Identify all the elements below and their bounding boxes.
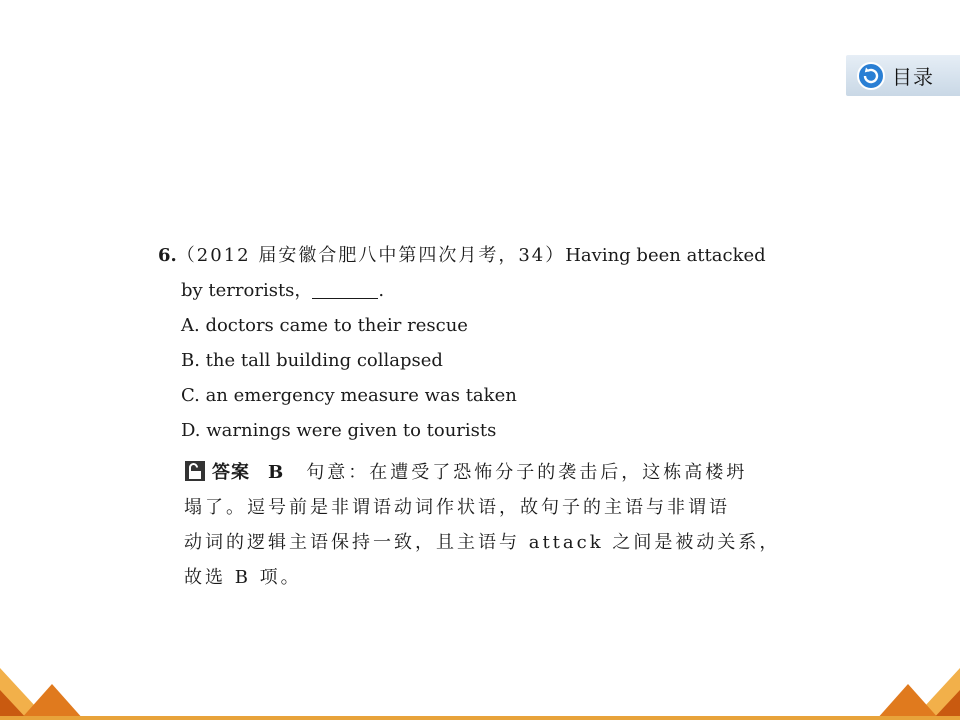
answer-blank bbox=[312, 278, 378, 299]
answer-block bbox=[184, 455, 804, 595]
corner-decoration-left bbox=[0, 660, 110, 720]
refresh-circle-icon bbox=[856, 61, 886, 91]
toc-label: 目录 bbox=[892, 65, 934, 89]
question-stem-line-2 bbox=[158, 273, 808, 308]
question-stem-line-1 bbox=[158, 238, 808, 273]
question-source: （2012 届安徽合肥八中第四次月考，34） bbox=[176, 245, 566, 266]
explanation-line-4: 故选 B 项。 bbox=[184, 567, 302, 588]
option-b: B. the tall building collapsed bbox=[181, 350, 443, 371]
explanation-line-2: 塌了。逗号前是非谓语动词作状语，故句子的主语与非谓语 bbox=[184, 497, 730, 518]
explanation-line-1: 句意：在遭受了恐怖分子的袭击后，这栋高楼坍 bbox=[306, 462, 748, 483]
option-d: D. warnings were given to tourists bbox=[181, 420, 497, 441]
question-number: 6. bbox=[158, 245, 177, 266]
corner-decoration-right bbox=[850, 660, 960, 720]
question-stem-2b: . bbox=[378, 280, 385, 301]
answer-letter: B bbox=[268, 462, 287, 483]
question-block bbox=[158, 238, 808, 448]
answer-line-1 bbox=[184, 455, 804, 490]
unlock-icon bbox=[184, 460, 206, 482]
toc-button[interactable] bbox=[846, 55, 960, 96]
option-c: C. an emergency measure was taken bbox=[181, 385, 517, 406]
explanation-line-3: 动词的逻辑主语保持一致，且主语与 attack 之间是被动关系， bbox=[184, 532, 781, 553]
question-stem-2a: by terrorists， bbox=[181, 280, 313, 301]
option-a: A. doctors came to their rescue bbox=[181, 315, 468, 336]
bottom-accent-line bbox=[0, 716, 960, 720]
question-stem-1: Having been attacked bbox=[565, 245, 766, 266]
answer-label: 答案 bbox=[212, 462, 250, 483]
